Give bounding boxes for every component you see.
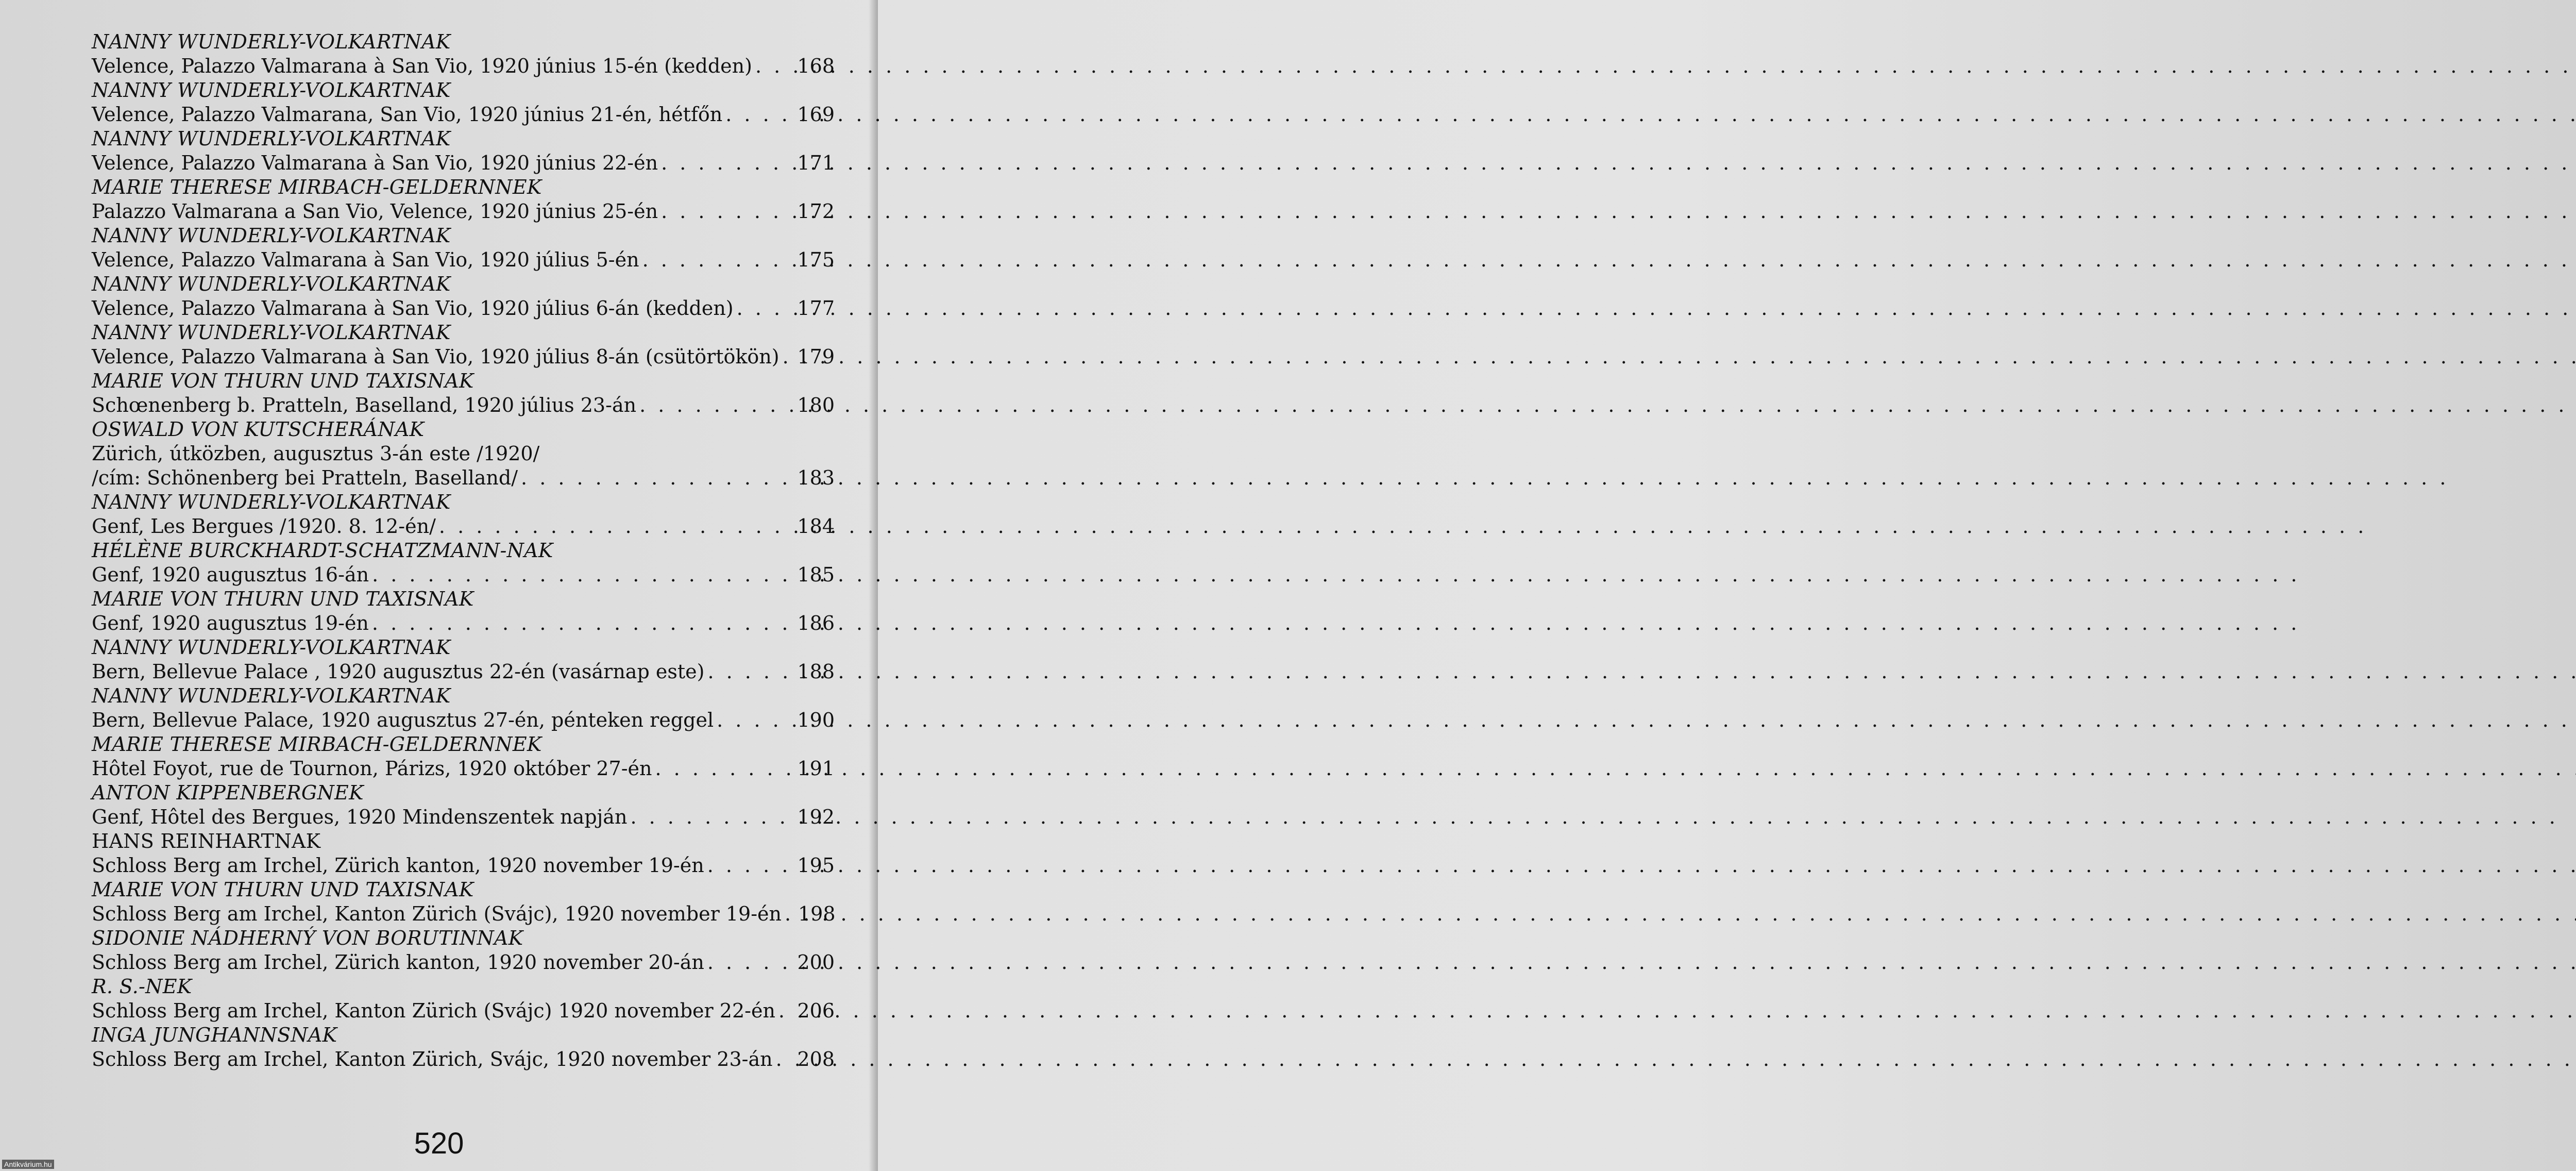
toc-line — [92, 611, 835, 635]
dot-leader — [785, 902, 795, 926]
toc-recipient: HANS REINHARTNAK — [92, 830, 321, 852]
toc-line — [92, 708, 835, 732]
toc-line — [92, 296, 835, 321]
toc-page-ref: 179 — [797, 345, 835, 368]
dot-leader — [642, 248, 794, 272]
toc-page-ref: 188 — [797, 660, 835, 683]
dot-leader — [776, 1047, 794, 1071]
toc-entry — [92, 369, 835, 417]
toc-recipient: INGA JUNGHANNSNAK — [92, 1024, 337, 1046]
toc-entry — [92, 321, 835, 369]
dot-leader — [439, 514, 794, 538]
toc-page-ref: 208 — [797, 1048, 835, 1070]
dot-leader — [639, 393, 794, 417]
toc-page-ref: 191 — [797, 757, 835, 780]
dot-leader — [661, 151, 794, 175]
toc-place: Velence, Palazzo Valmarana à San Vio, 1920 június 15-én (kedden) — [92, 55, 752, 77]
toc-recipient: NANNY WUNDERLY-VOLKARTNAK — [92, 491, 451, 513]
toc-recipient: OSWALD VON KUTSCHERÁNAK — [92, 418, 425, 441]
toc-entry — [92, 732, 835, 781]
toc-entry — [92, 635, 835, 684]
toc-recipient: MARIE VON THURN UND TAXISNAK — [92, 370, 474, 392]
toc-line — [92, 54, 835, 78]
toc-line — [92, 345, 835, 369]
toc-page-ref: 195 — [797, 854, 835, 877]
toc-place: Genf, Hôtel des Bergues, 1920 Mindenszentek napján — [92, 806, 628, 828]
toc-recipient: NANNY WUNDERLY-VOLKARTNAK — [92, 79, 451, 102]
toc-entry — [92, 878, 835, 926]
toc-recipient: MARIE VON THURN UND TAXISNAK — [92, 878, 474, 901]
dot-leader — [737, 296, 794, 320]
toc-place: Velence, Palazzo Valmarana à San Vio, 1920 július 5-én — [92, 248, 639, 271]
toc-page-ref: 175 — [797, 248, 835, 271]
toc-page-ref: 168 — [797, 55, 835, 77]
toc-page-ref: 183 — [797, 466, 835, 489]
toc-recipient: NANNY WUNDERLY-VOLKARTNAK — [92, 636, 451, 659]
toc-place: Velence, Palazzo Valmarana à San Vio, 1920 július 6-án (kedden) — [92, 297, 734, 320]
toc-recipient: HÉLÈNE BURCKHARDT-SCHATZMANN-NAK — [92, 539, 553, 562]
dot-leader — [717, 708, 794, 732]
toc-page-ref: 169 — [797, 103, 835, 126]
toc-line — [92, 563, 835, 587]
toc-line — [92, 199, 835, 224]
toc-place-line: Zürich, útközben, augusztus 3-án este /1920/ — [92, 442, 540, 465]
toc-entry — [92, 926, 835, 975]
toc-page-ref: 180 — [797, 394, 835, 416]
toc-page-ref: 206 — [797, 999, 835, 1022]
dot-leader — [778, 999, 794, 1023]
toc-line — [92, 514, 835, 539]
toc-line — [92, 854, 835, 878]
toc-recipient: NANNY WUNDERLY-VOLKARTNAK — [92, 273, 451, 295]
toc-page-ref: 172 — [797, 200, 835, 223]
toc-entry — [92, 975, 835, 1023]
toc-recipient: MARIE THERESE MIRBACH-GELDERNNEK — [92, 176, 542, 198]
dot-leader — [372, 611, 794, 635]
toc-place: Velence, Palazzo Valmarana à San Vio, 1920 június 22-én — [92, 152, 658, 174]
toc-line — [92, 660, 835, 684]
toc-place: Schloss Berg am Irchel, Zürich kanton, 1920 november 20-án — [92, 951, 704, 974]
toc-place: Palazzo Valmarana a San Vio, Velence, 1920 június 25-én — [92, 200, 658, 223]
toc-line — [92, 151, 835, 175]
dot-leader — [783, 345, 794, 369]
toc-place: Bern, Bellevue Palace, 1920 augusztus 27-én, pénteken reggel — [92, 709, 714, 731]
toc-recipient: SIDONIE NÁDHERNÝ VON BORUTINNAK — [92, 927, 523, 949]
toc-line — [92, 103, 835, 127]
toc-entry — [92, 684, 835, 732]
toc-place: /cím: Schönenberg bei Pratteln, Baselland/ — [92, 466, 518, 489]
toc-entry — [92, 175, 835, 224]
toc-place: Schloss Berg am Irchel, Kanton Zürich (Svájc), 1920 november 19-én — [92, 902, 782, 925]
dot-leader — [725, 103, 794, 126]
toc-place: Genf, 1920 augusztus 19-én — [92, 612, 369, 634]
dot-leader — [372, 563, 794, 587]
dot-leader — [707, 950, 794, 974]
toc-line — [92, 393, 835, 417]
toc-recipient: R. S.-NEK — [92, 975, 192, 998]
toc-line — [92, 248, 835, 272]
toc-entry — [92, 417, 835, 490]
toc-line — [92, 757, 835, 781]
dot-leader — [630, 805, 794, 829]
toc-recipient: MARIE THERESE MIRBACH-GELDERNNEK — [92, 733, 542, 756]
toc-recipient: NANNY WUNDERLY-VOLKARTNAK — [92, 30, 451, 53]
toc-place: Schloss Berg am Irchel, Zürich kanton, 1920 november 19-én — [92, 854, 704, 877]
toc-entry — [92, 30, 835, 78]
toc-line — [92, 1047, 835, 1072]
toc-recipient: NANNY WUNDERLY-VOLKARTNAK — [92, 684, 451, 707]
toc-page-ref: 171 — [797, 152, 835, 174]
dot-leader — [655, 757, 794, 780]
toc-entry — [92, 490, 835, 539]
dot-leader — [661, 199, 794, 223]
toc-entry — [92, 224, 835, 272]
toc-recipient: ANTON KIPPENBERGNEK — [92, 781, 364, 804]
toc-place: Schloss Berg am Irchel, Kanton Zürich (Svájc) 1920 november 22-én — [92, 999, 775, 1022]
page-number: 520 — [414, 1127, 464, 1160]
toc-recipient: NANNY WUNDERLY-VOLKARTNAK — [92, 224, 451, 247]
toc-line — [92, 902, 835, 926]
toc-entry — [92, 829, 835, 878]
toc-place: Velence, Palazzo Valmarana à San Vio, 1920 július 8-án (csütörtökön) — [92, 345, 779, 368]
toc-place: Hôtel Foyot, rue de Tournon, Párizs, 1920 október 27-én — [92, 757, 652, 780]
toc-entry — [92, 272, 835, 321]
toc-line — [92, 805, 835, 829]
toc-entry — [92, 127, 835, 175]
toc-recipient: NANNY WUNDERLY-VOLKARTNAK — [92, 127, 451, 150]
toc-place: Genf, Les Bergues /1920. 8. 12-én/ — [92, 515, 436, 538]
toc-line — [92, 999, 835, 1023]
toc-page-ref: 177 — [797, 297, 835, 320]
toc-place: Velence, Palazzo Valmarana, San Vio, 1920 június 21-én, hétfőn — [92, 103, 723, 126]
toc-entry — [92, 78, 835, 127]
toc-place: Schloss Berg am Irchel, Kanton Zürich, Svájc, 1920 november 23-án — [92, 1048, 773, 1070]
toc-entry — [92, 587, 835, 635]
toc-line — [92, 466, 835, 490]
toc-entry — [92, 1023, 835, 1072]
toc-recipient: NANNY WUNDERLY-VOLKARTNAK — [92, 321, 451, 344]
toc-place: Bern, Bellevue Palace , 1920 augusztus 22-én (vasárnap este) — [92, 660, 705, 683]
book-page — [0, 0, 878, 1171]
toc-page-ref: 200 — [797, 951, 835, 974]
toc-place: Schœnenberg b. Pratteln, Baselland, 1920 július 23-án — [92, 394, 637, 416]
toc-page-ref: 190 — [797, 709, 835, 731]
toc-page-ref: 185 — [797, 563, 835, 586]
toc-recipient: MARIE VON THURN UND TAXISNAK — [92, 588, 474, 610]
dot-leader — [521, 466, 794, 490]
dot-leader — [707, 854, 794, 877]
toc-entry — [92, 781, 835, 829]
toc-place: Genf, 1920 augusztus 16-án — [92, 563, 369, 586]
dot-leader — [707, 660, 794, 683]
toc-page-ref: 184 — [797, 515, 835, 538]
watermark: Antikvárium.hu — [2, 1160, 54, 1169]
dot-leader — [755, 54, 794, 78]
toc-line — [92, 950, 835, 975]
table-of-contents — [92, 30, 835, 1072]
toc-page-ref: 198 — [798, 902, 836, 925]
toc-page-ref: 186 — [797, 612, 835, 634]
toc-entry — [92, 539, 835, 587]
toc-page-ref: 192 — [797, 806, 835, 828]
